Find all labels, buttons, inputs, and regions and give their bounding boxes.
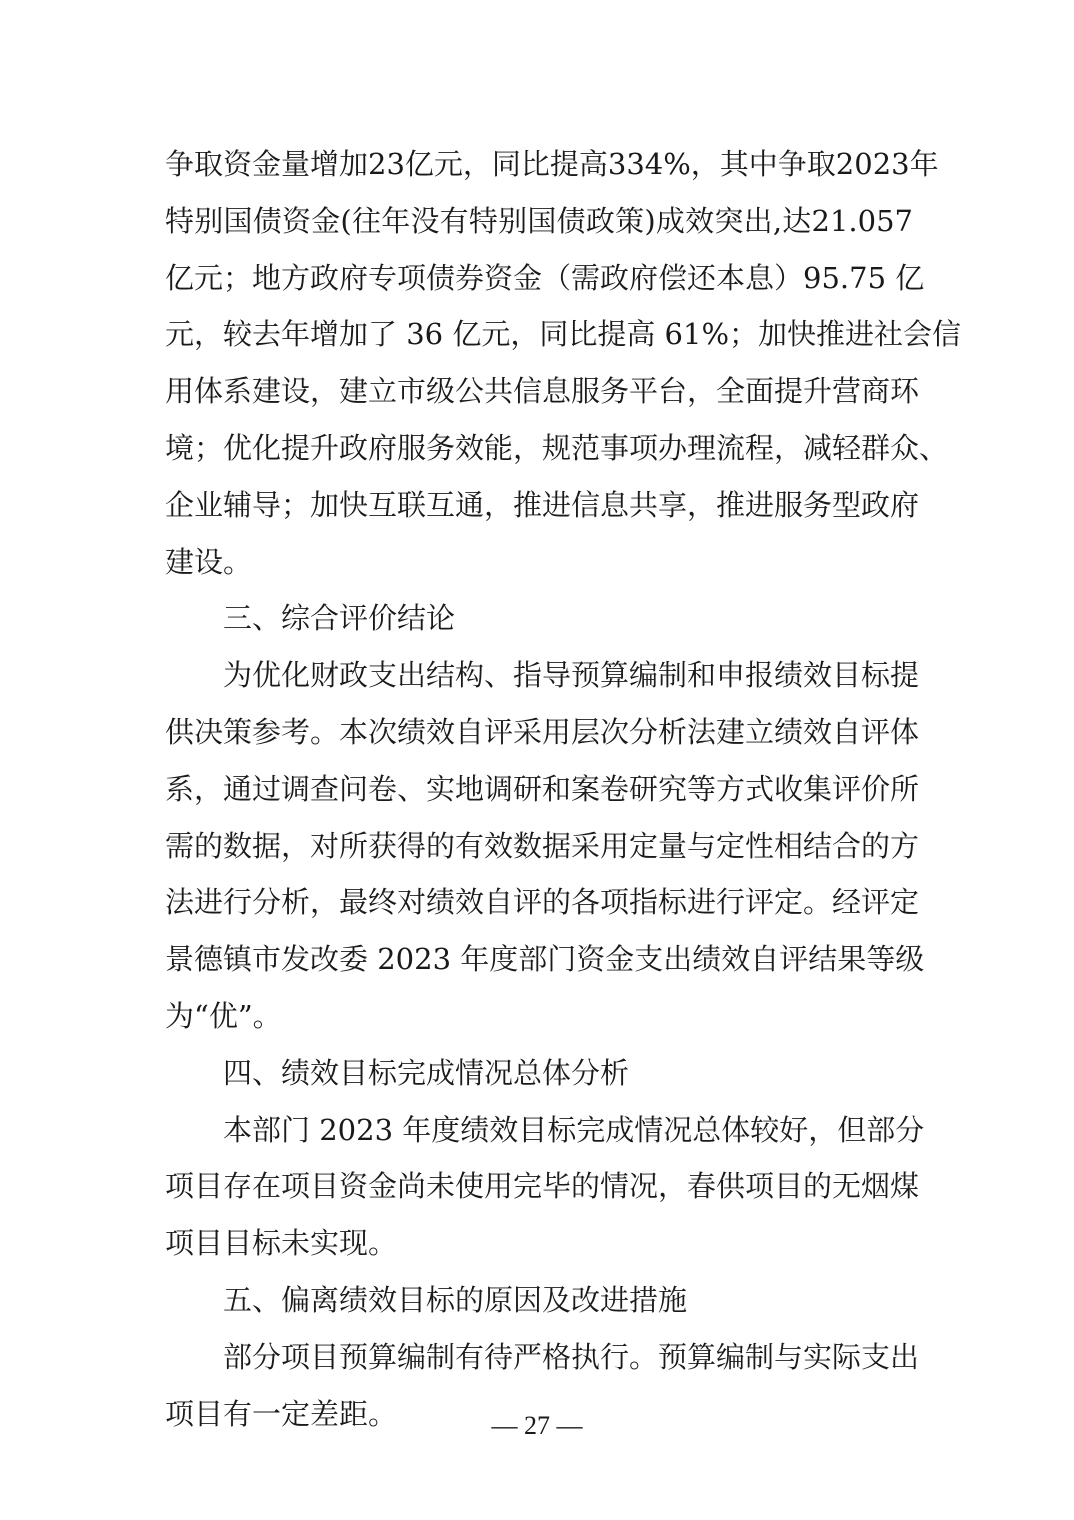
page-number: — 27 — [491, 1411, 583, 1440]
text-line: 境；优化提升政府服务效能，规范事项办理流程，减轻群众、 [165, 430, 949, 465]
text-line: 项目有一定差距。 [165, 1396, 398, 1431]
section-heading-3: 三、综合评价结论 [223, 601, 456, 636]
text-line: 供决策参考。本次绩效自评采用层次分析法建立绩效自评体 [165, 714, 920, 749]
text-line: 本部门 2023 年度绩效目标完成情况总体较好，但部分 [223, 1112, 925, 1147]
text-line: 需的数据，对所获得的有效数据采用定量与定性相结合的方 [165, 828, 920, 863]
text-line: 法进行分析，最终对绩效自评的各项指标进行评定。经评定 [165, 885, 920, 920]
text-line: 项目存在项目资金尚未使用完毕的情况，春供项目的无烟煤 [165, 1169, 920, 1204]
text-line: 元，较去年增加了 36 亿元，同比提高 61%；加快推进社会信 [165, 317, 962, 352]
body-text [165, 136, 962, 1442]
text-line: 用体系建设，建立市级公共信息服务平台，全面提升营商环 [165, 374, 920, 409]
text-line: 为优化财政支出结构、指导预算编制和申报绩效目标提 [223, 658, 920, 693]
text-line: 系，通过调查问卷、实地调研和案卷研究等方式收集评价所 [165, 771, 920, 806]
text-line: 为“优”。 [165, 998, 282, 1033]
section-heading-5: 五、偏离绩效目标的原因及改进措施 [223, 1282, 688, 1317]
text-line: 争取资金量增加23亿元，同比提高334%，其中争取2023年 [165, 147, 939, 181]
text-line: 亿元；地方政府专项债券资金（需政府偿还本息）95.75 亿 [165, 260, 925, 295]
text-line: 建设。 [165, 544, 253, 579]
text-line: 项目目标未实现。 [165, 1226, 398, 1261]
text-line: 企业辅导；加快互联互通，推进信息共享，推进服务型政府 [165, 487, 920, 522]
text-line: 景德镇市发改委 2023 年度部门资金支出绩效自评结果等级 [165, 942, 925, 977]
text-line: 特别国债资金(往年没有特别国债政策)成效突出,达21.057 [165, 203, 913, 238]
text-line: 部分项目预算编制有待严格执行。预算编制与实际支出 [223, 1339, 920, 1374]
section-heading-4: 四、绩效目标完成情况总体分析 [223, 1055, 630, 1090]
